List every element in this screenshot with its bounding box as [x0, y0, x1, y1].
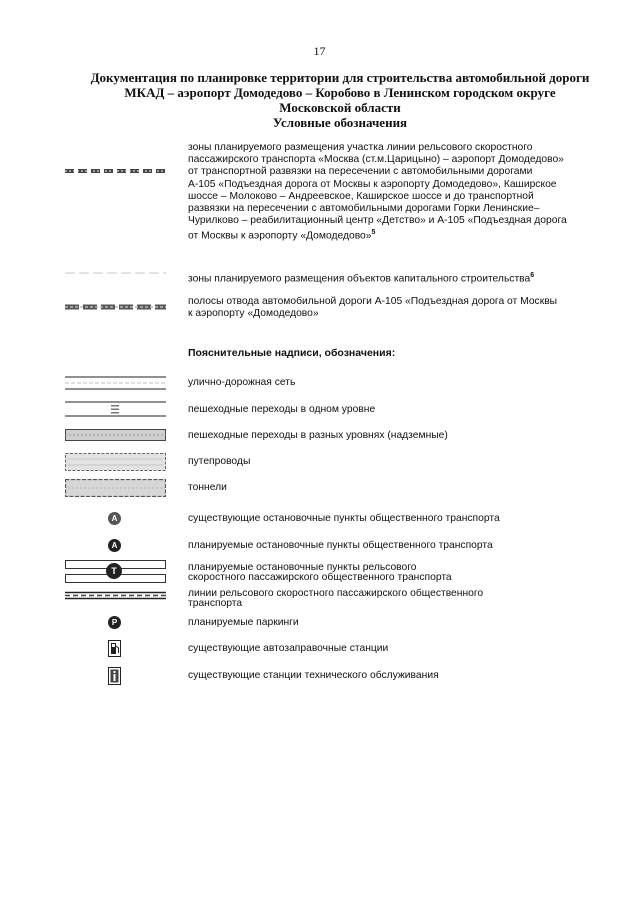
tunnel-symbol — [65, 479, 166, 497]
overpass-symbol — [65, 453, 166, 471]
gas-station-icon — [108, 640, 121, 657]
legend-item-crossing-overpass: пешеходные переходы в разных уровнях (надземные) — [188, 430, 448, 441]
construction-zone-description: зоны планируемого размещения объектов капитального строительства$^6$ — [188, 272, 535, 285]
legend-item-overpasses: путепроводы — [188, 456, 251, 467]
rail-line-symbol — [65, 591, 166, 600]
parking-icon: P — [108, 616, 121, 629]
legend-item-rail-lines: линии рельсового скоростного пассажирского общественного транспорта — [188, 588, 484, 610]
title-line-3: Московской области — [279, 100, 401, 115]
street-network-symbol — [65, 376, 166, 390]
service-station-icon — [108, 667, 121, 685]
page-number: 17 — [313, 44, 326, 58]
planned-stop-icon: A — [108, 539, 121, 552]
legend-item-rail-stops: планируемые остановочные пункты рельсового скоростного пассажирского общественного транспорта — [188, 562, 452, 584]
section-title: Пояснительные надписи, обозначения: — [188, 347, 396, 359]
title-line-4: Условные обозначения — [272, 115, 408, 130]
document-title — [60, 70, 620, 130]
existing-stop-icon: A — [108, 512, 121, 525]
rail-stop-icon: T — [106, 563, 122, 579]
crossing-overpass-symbol — [65, 429, 166, 441]
construction-zone-symbol — [65, 270, 166, 276]
legend-item-service-stations: существующие станции технического обслуживания — [188, 670, 439, 681]
rail-zone-description: зоны планируемого размещения участка линии рельсового скоростного пассажирского транспорта «Москва (ст.м.Царицыно) – аэропорт Домодедово» от транспортной развязки на пересечении с автомобильными дорогами А-105 «Подъездная дорога от Москвы к аэропорту Домодедово», Каширское шоссе – Молоково – Андреевское, Каширское шоссе и до транспортной развязки на пересечении с автомобильными дорогами Горки Ленинские– Чурилково – реабилитационный центр «Детство» и А-105 «Подъездная дорога от Москвы к аэропорту «Домодедово»$^5$ — [188, 142, 567, 242]
right-of-way-description: полосы отвода автомобильной дороги А-105 «Подъездная дорога от Москвы к аэропорту «Домодедово» — [188, 296, 558, 320]
legend-item-parkings: планируемые паркинги — [188, 617, 299, 628]
title-line-1: Документация по планировке территории для строительства автомобильной дороги — [90, 70, 590, 85]
rail-zone-symbol — [65, 167, 166, 175]
legend-item-existing-stops: существующие остановочные пункты общественного транспорта — [188, 513, 500, 524]
legend-item-crossing-same-level: пешеходные переходы в одном уровне — [188, 404, 376, 415]
legend-item-street-network: улично-дорожная сеть — [188, 377, 296, 388]
title-line-2: МКАД – аэропорт Домодедово – Коробово в Ленинском городском округе — [124, 85, 556, 100]
crossing-same-level-symbol — [65, 401, 166, 417]
legend-item-planned-stops: планируемые остановочные пункты общественного транспорта — [188, 540, 493, 551]
legend-item-tunnels: тоннели — [188, 482, 227, 493]
legend-item-gas-stations: существующие автозаправочные станции — [188, 643, 389, 654]
right-of-way-symbol — [65, 303, 166, 311]
